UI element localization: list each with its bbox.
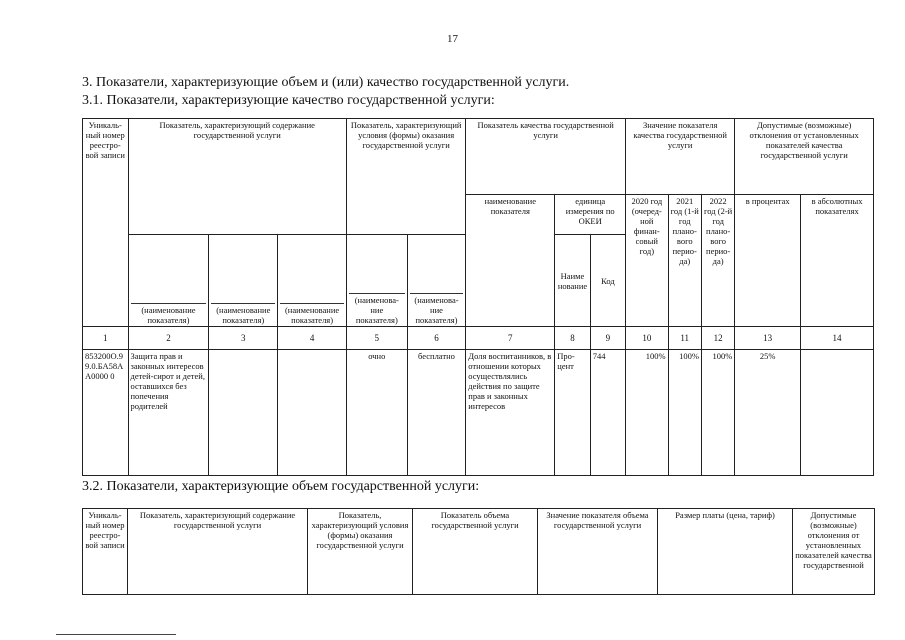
subheader-indicator-name-5: (наименова-ние показателя) bbox=[407, 235, 466, 327]
subheader-indicator-name-4: (наименова-ние показателя) bbox=[346, 235, 407, 327]
column-number: 10 bbox=[626, 327, 668, 350]
header-deviation-absolute: в абсолютных показателях bbox=[801, 195, 874, 327]
volume-indicators-table bbox=[82, 508, 875, 595]
header-unit-code: Код bbox=[590, 235, 625, 327]
column-number: 12 bbox=[701, 327, 734, 350]
header-content-indicator: Показатель, характеризующий содержание государственной услуги bbox=[128, 509, 308, 595]
page-number: 17 bbox=[447, 33, 458, 45]
section-3-1-heading: 3.1. Показатели, характеризующие качество государственной услуги: bbox=[82, 93, 495, 108]
header-year-2022: 2022 год (2-й год плано-вого перио-да) bbox=[701, 195, 734, 327]
cell-unit-code: 744 bbox=[590, 350, 625, 476]
cell-value-2021: 100% bbox=[668, 350, 701, 476]
cell-unit-name: Про-цент bbox=[555, 350, 590, 476]
header-unique-number: Уникаль-ный номер реестро-вой записи bbox=[83, 509, 128, 595]
cell-form: очно bbox=[346, 350, 407, 476]
subheader-indicator-name-1: (наименование показателя) bbox=[128, 235, 209, 327]
header-volume-indicator: Показатель объема государственной услуги bbox=[413, 509, 538, 595]
footer-divider bbox=[56, 634, 176, 635]
cell-deviation-absolute bbox=[801, 350, 874, 476]
cell-registry-code: 853200О.99.0.БА58АА0000 0 bbox=[83, 350, 129, 476]
cell-service-content: Защита прав и законных интересов детей-сирот и детей, оставшихся без попечения родителей bbox=[128, 350, 209, 476]
column-number: 7 bbox=[466, 327, 555, 350]
header-conditions-indicator: Показатель, характеризующий условия (формы) оказания государственной услуги bbox=[308, 509, 413, 595]
header-volume-value: Значение показателя объема государственной услуги bbox=[538, 509, 658, 595]
quality-indicators-table bbox=[82, 118, 874, 476]
column-number: 13 bbox=[735, 327, 801, 350]
subheader-indicator-name-2: (наименование показателя) bbox=[209, 235, 278, 327]
header-unit-name: Наиме нование bbox=[555, 235, 590, 327]
column-number: 3 bbox=[209, 327, 278, 350]
column-number: 11 bbox=[668, 327, 701, 350]
subheader-indicator-name-3: (наименование показателя) bbox=[278, 235, 347, 327]
section-3-heading: 3. Показатели, характеризующие объем и (или) качество государственной услуги. bbox=[82, 75, 570, 90]
header-allowed-deviation: Допустимые (возможные) отклонения от установленных показателей качества государственной bbox=[793, 509, 875, 595]
column-number: 9 bbox=[590, 327, 625, 350]
header-fee-size: Размер платы (цена, тариф) bbox=[658, 509, 793, 595]
column-number: 8 bbox=[555, 327, 590, 350]
cell-payment: бесплатно bbox=[407, 350, 466, 476]
cell-empty bbox=[278, 350, 347, 476]
cell-empty bbox=[209, 350, 278, 476]
header-allowed-deviation: Допустимые (возможные) отклонения от установленных показателей качества государственной услуги bbox=[735, 119, 874, 195]
column-number: 4 bbox=[278, 327, 347, 350]
column-number: 6 bbox=[407, 327, 466, 350]
header-deviation-percent: в процентах bbox=[735, 195, 801, 327]
column-number: 1 bbox=[83, 327, 129, 350]
header-year-2020: 2020 год (очеред-ной финан-совый год) bbox=[626, 195, 668, 327]
header-year-2021: 2021 год (1-й год плано-вого перио-да) bbox=[668, 195, 701, 327]
column-number: 14 bbox=[801, 327, 874, 350]
header-conditions-indicator: Показатель, характеризующий условия (формы) оказания государственной услуги bbox=[346, 119, 465, 235]
column-number: 2 bbox=[128, 327, 209, 350]
header-quality-indicator: Показатель качества государственной услуги bbox=[466, 119, 626, 195]
cell-value-2020: 100% bbox=[626, 350, 668, 476]
cell-deviation-percent: 25% bbox=[735, 350, 801, 476]
column-number: 5 bbox=[346, 327, 407, 350]
cell-quality-indicator: Доля воспитанников, в отношении которых осуществлялись действия по защите прав и законных интересов bbox=[466, 350, 555, 476]
header-indicator-value: Значение показателя качества государственной услуги bbox=[626, 119, 735, 195]
cell-value-2022: 100% bbox=[701, 350, 734, 476]
header-unique-number: Уникаль-ный номер реестро-вой записи bbox=[83, 119, 129, 327]
header-indicator-name: наименование показателя bbox=[466, 195, 555, 327]
header-content-indicator: Показатель, характеризующий содержание государственной услуги bbox=[128, 119, 346, 235]
section-3-2-heading: 3.2. Показатели, характеризующие объем государственной услуги: bbox=[82, 479, 480, 494]
header-unit-okei: единица измерения по ОКЕИ bbox=[555, 195, 626, 235]
